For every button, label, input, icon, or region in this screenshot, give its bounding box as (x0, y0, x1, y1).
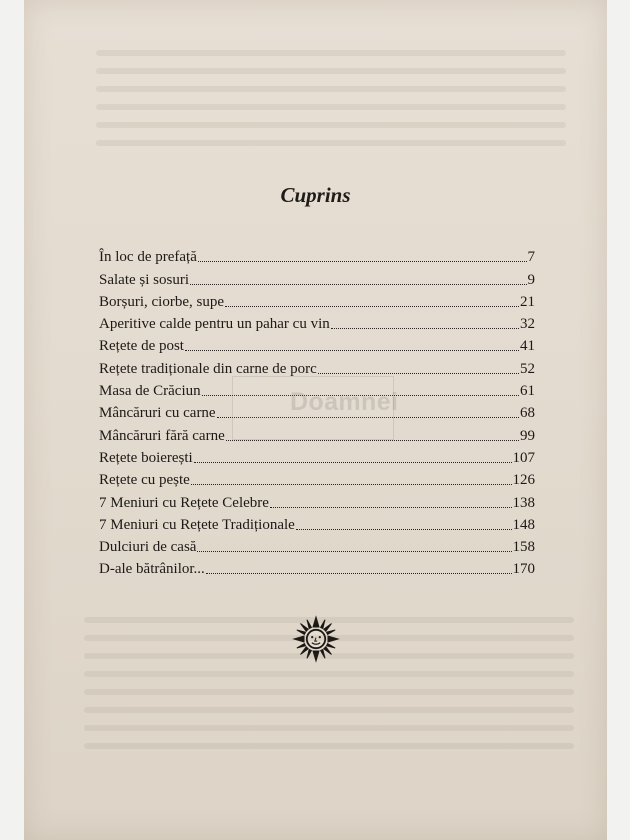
dot-leader (185, 350, 519, 351)
toc-entry (99, 311, 535, 333)
toc-page-number: 148 (512, 516, 535, 533)
dot-leader (206, 573, 512, 574)
toc-entry-label: D-ale bătrânilor... (99, 561, 205, 578)
toc-page-number: 99 (520, 427, 535, 444)
toc-entry (99, 355, 535, 377)
toc-page-number: 61 (520, 383, 535, 400)
toc-entry-label: Rețete de post (99, 338, 184, 355)
faint-bleed-through-bottom (84, 605, 574, 815)
dot-leader (270, 507, 512, 508)
toc-page-number: 126 (512, 472, 535, 489)
toc-page-number: 68 (520, 405, 535, 422)
toc-entry-label: Dulciuri de casă (99, 539, 197, 556)
toc-entry-label: Mâncăruri cu carne (99, 405, 216, 422)
toc-entry (99, 333, 535, 355)
toc-entry-label: Aperitive calde pentru un pahar cu vin (99, 316, 330, 333)
watermark-stamp (232, 376, 399, 440)
toc-entry-label: Masa de Crăciun (99, 383, 201, 400)
toc-page-number: 9 (527, 271, 535, 288)
toc-page-number: 138 (512, 494, 535, 511)
toc-entry-label: În loc de prefață (99, 249, 197, 266)
toc-page-number: 158 (512, 539, 535, 556)
toc-page-number: 41 (520, 338, 535, 355)
toc-entry (99, 489, 535, 511)
toc-entry-label: Salate și sosuri (99, 271, 189, 288)
dot-leader (318, 373, 519, 374)
dot-leader (197, 551, 511, 552)
faint-bleed-through-top (96, 38, 566, 188)
dot-leader (331, 328, 519, 329)
toc-entry-label: 7 Meniuri cu Rețete Tradiționale (99, 516, 295, 533)
toc-page-number: 21 (520, 293, 535, 310)
watermark-text: Doamnei (290, 388, 399, 416)
toc-entry (99, 289, 535, 311)
toc-entry-label: Mâncăruri fără carne (99, 427, 225, 444)
dot-leader (198, 261, 527, 262)
toc-entry-label: 7 Meniuri cu Rețete Celebre (99, 494, 269, 511)
toc-entry (99, 556, 535, 578)
dot-leader (194, 462, 512, 463)
toc-entry (99, 244, 535, 266)
toc-entry-label: Borșuri, ciorbe, supe (99, 293, 224, 310)
toc-entry (99, 512, 535, 534)
toc-page-number: 170 (512, 561, 535, 578)
dot-leader (190, 284, 527, 285)
toc-entry-label: Rețete boierești (99, 449, 193, 466)
dot-leader (191, 484, 512, 485)
book-page (24, 0, 607, 840)
dot-leader (225, 306, 519, 307)
toc-page-number: 107 (512, 449, 535, 466)
toc-entry (99, 534, 535, 556)
toc-page-number: 52 (520, 360, 535, 377)
toc-entry (99, 467, 535, 489)
toc-entry-label: Rețete cu pește (99, 472, 190, 489)
toc-entry-label: Rețete tradiționale din carne de porc (99, 360, 317, 377)
page-title: Cuprins (280, 183, 351, 207)
toc-page-number: 32 (520, 316, 535, 333)
toc-page-number: 7 (527, 249, 535, 266)
toc-entry (99, 266, 535, 288)
dot-leader (296, 529, 512, 530)
toc-entry (99, 445, 535, 467)
